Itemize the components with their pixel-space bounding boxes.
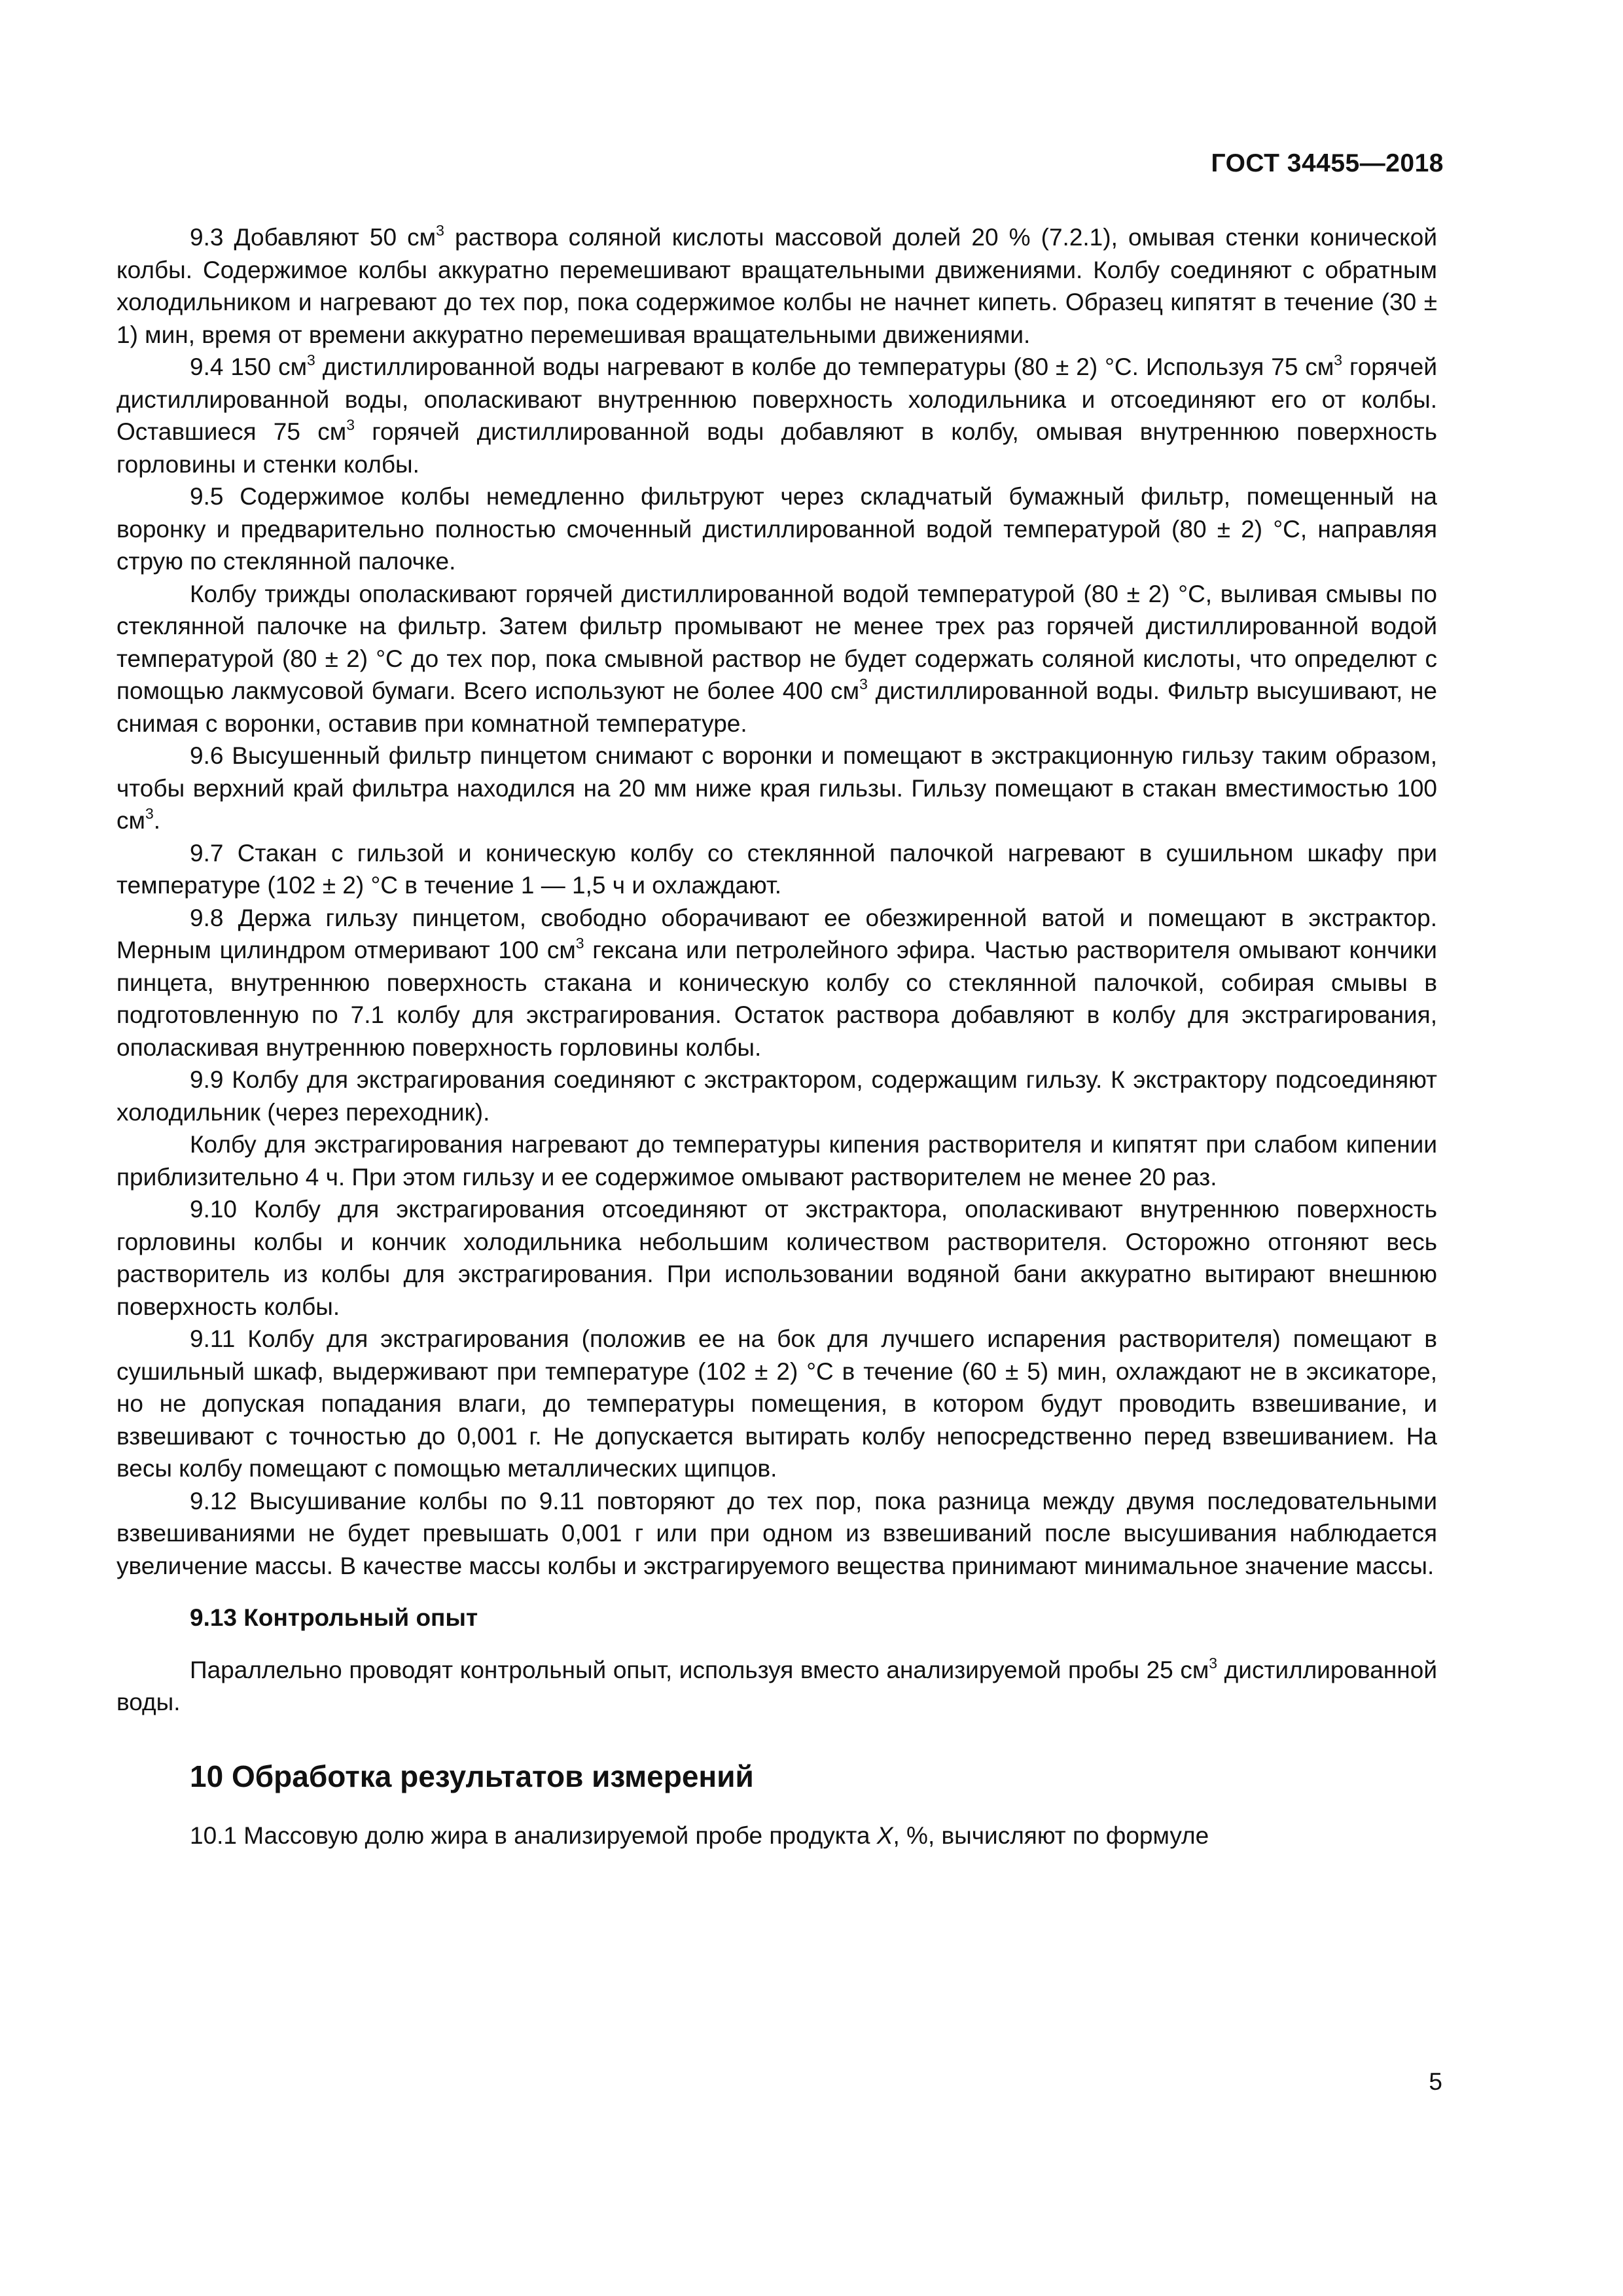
paragraph-9-11: 9.11 Колбу для экстрагирования (положив ее на бок для лучшего испарения растворителя) помещают в сушильный шкаф, выдерживают при температуре (102 ± 2) °С в течение (60 ± 5) мин, охлаждают не в эксикаторе, но не допуская попадания влаги, до температуры помещения, в котором будут проводить взвешивание, и взвешивают с точностью до 0,001 г. Не допускается вытирать колбу непосредственно перед взвешиванием. На весы колбу помещают с помощью металлических щипцов. (116, 1325, 1437, 1482)
paragraph-10-1: 10.1 Массовую долю жира в анализируемой пробе продукта X, %, вычисляют по формуле (190, 1821, 1209, 1849)
paragraph-9-9-cont: Колбу для экстрагирования нагревают до температуры кипения растворителя и кипятят при слабом кипении приблизительно 4 ч. При этом гильзу и ее содержимое омывают растворителем не менее 20 раз. (116, 1131, 1437, 1191)
paragraph-9-5: 9.5 Содержимое колбы немедленно фильтруют через складчатый бумажный фильтр, помещенный на воронку и предварительно полностью смоченный дистиллированной водой температурой (80 ± 2) °С, направляя струю по стеклянной палочке. (116, 483, 1437, 575)
paragraph-9-12: 9.12 Высушивание колбы по 9.11 повторяют до тех пор, пока разница между двумя последовательными взвешиваниями не будет превышать 0,001 г или при одном из взвешиваний после высушивания наблюдается увеличение массы. В качестве массы колбы и экстрагируемого вещества принимают минимальное значение массы. (116, 1487, 1437, 1579)
paragraph-9-6: 9.6 Высушенный фильтр пинцетом снимают с воронки и помещают в экстракционную гильзу таким образом, чтобы верхний край фильтра находился на 20 мм ниже края гильзы. Гильзу помещают в стакан вместимостью 100 $см^3$. (116, 742, 1437, 834)
subsection-heading-9-13: 9.13 Контрольный опыт (190, 1604, 478, 1631)
document-code-header: ГОСТ 34455—2018 (1211, 149, 1444, 177)
document-body (116, 221, 1437, 1852)
paragraph-9-3: 9.3 Добавляют 50 $см^3$ раствора соляной кислоты массовой долей 20 % (7.2.1), омывая стенки конической колбы. Содержимое колбы аккуратно перемешивают вращательными движениями. Колбу соединяют с обратным холодильником и нагревают до тех пор, пока содержимое колбы не начнет кипеть. Образец кипятят в течение (30 ± 1) мин, время от времени аккуратно перемешивая вращательными движениями. (116, 222, 1438, 348)
paragraph-9-7: 9.7 Стакан с гильзой и коническую колбу со стеклянной палочкой нагревают в сушильном шкафу при температуре (102 ± 2) °С в течение 1 — 1,5 ч и охлаждают. (116, 839, 1437, 899)
paragraph-9-13: Параллельно проводят контрольный опыт, используя вместо анализируемой пробы 25 $см^3$ дистиллированной воды. (116, 1654, 1437, 1715)
paragraph-9-5-cont: Колбу трижды ополаскивают горячей дистиллированной водой температурой (80 ± 2) °С, выливая смывы по стеклянной палочке на фильтр. Затем фильтр промывают не менее трех раз горячей дистиллированной водой температурой (80 ± 2) °С до тех пор, пока смывной раствор не будет содержать соляной кислоты, что определют с помощью лакмусовой бумаги. Всего используют не более 400 $см^3$ дистиллированной воды. Фильтр высушивают, не снимая с воронки, оставив при комнатной температуре. (116, 580, 1437, 737)
section-heading-10: 10 Обработка результатов измерений (190, 1759, 754, 1793)
paragraph-9-10: 9.10 Колбу для экстрагирования отсоединяют от экстрактора, ополаскивают внутреннюю поверхность горловины колбы и кончик холодильника небольшим количеством растворителя. Осторожно отгоняют весь растворитель из колбы для экстрагирования. При использовании водяной бани аккуратно вытирают внешнюю поверхность колбы. (116, 1196, 1437, 1320)
page-number: 5 (1429, 2068, 1442, 2095)
paragraph-9-9: 9.9 Колбу для экстрагирования соединяют с экстрактором, содержащим гильзу. К экстрактору подсоединяют холодильник (через переходник). (116, 1066, 1437, 1126)
paragraph-9-4: 9.4 150 $см^3$ дистиллированной воды нагревают в колбе до температуры (80 ± 2) °С. Используя 75 $см^3$ горячей дистиллированной воды, ополаскивают внутреннюю поверхность холодильника и отсоединяют его от колбы. Оставшиеся 75 $см^3$ горячей дистиллированной воды добавляют в колбу, омывая внутреннюю поверхность горловины и стенки колбы. (116, 351, 1437, 478)
paragraph-9-8: 9.8 Держа гильзу пинцетом, свободно оборачивают ее обезжиренной ватой и помещают в экстрактор. Мерным цилиндром отмеривают 100 $см^3$ гексана или петролейного эфира. Частью растворителя омывают кончики пинцета, внутреннюю поверхность стакана и коническую колбу со стеклянной палочкой, собирая смывы в подготовленную по 7.1 колбу для экстрагирования. Остаток раствора добавляют в колбу для экстрагирования, ополаскивая внутреннюю поверхность горловины колбы. (116, 904, 1437, 1061)
